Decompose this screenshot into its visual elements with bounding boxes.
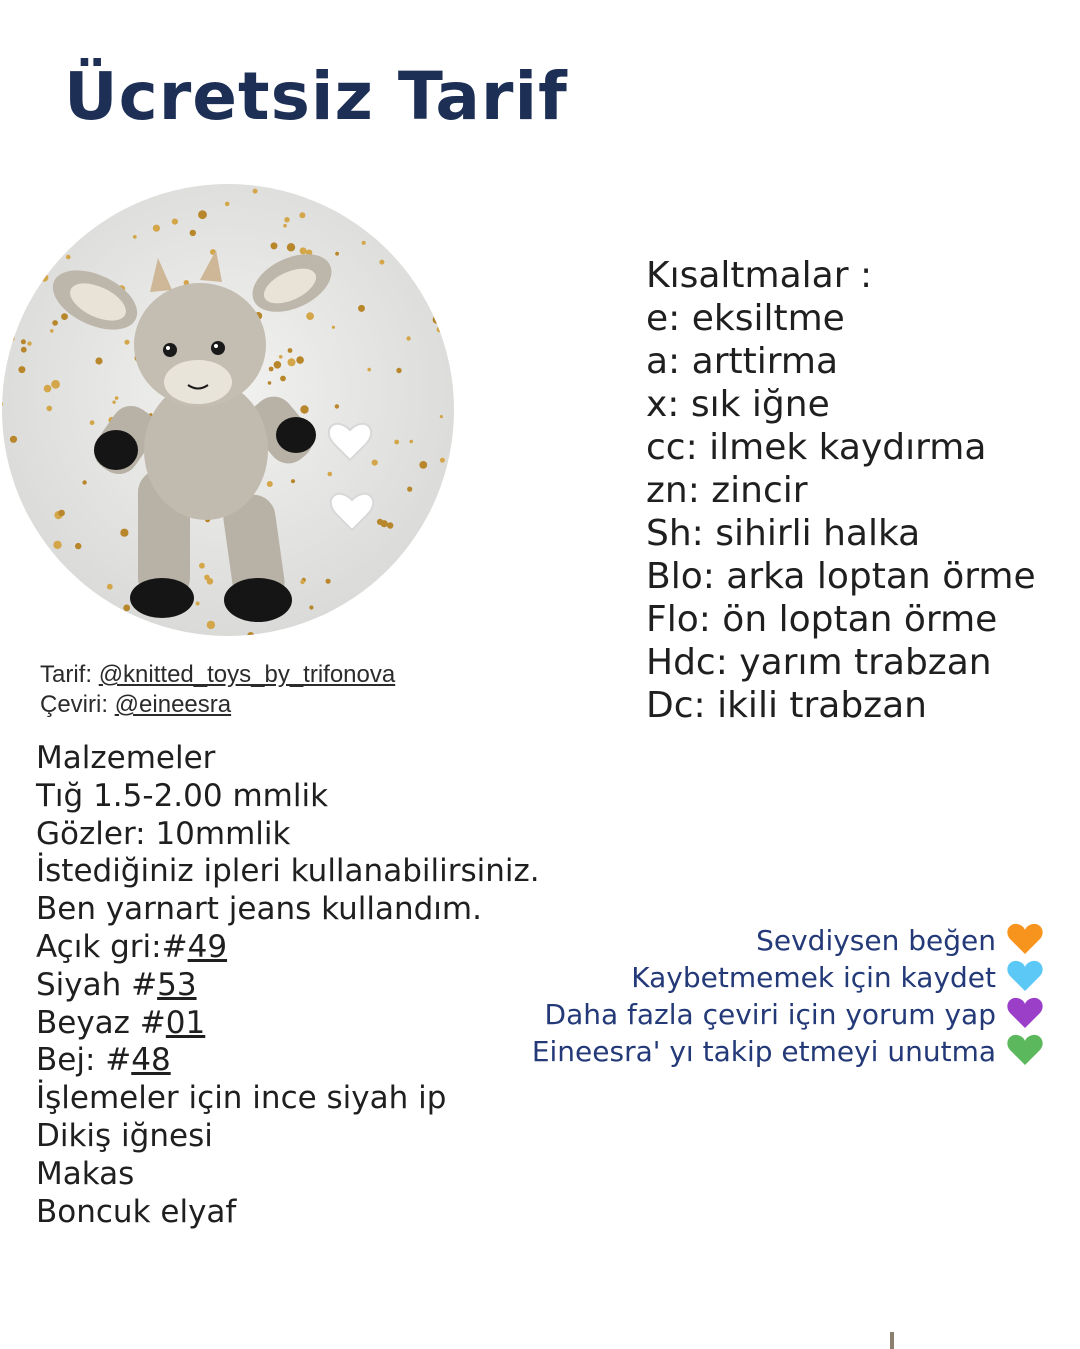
material-item: Boncuk elyaf	[36, 1193, 237, 1230]
abbreviation-item: a: arttirma	[646, 341, 839, 382]
abbreviations-list	[646, 254, 1036, 727]
cta-follow	[532, 1033, 1044, 1070]
purple-heart-icon	[1006, 996, 1044, 1030]
amigurumi-photo	[0, 180, 460, 640]
material-item: İşlemeler için ince siyah ip	[36, 1080, 447, 1117]
amigurumi-goat-image	[0, 180, 460, 640]
abbreviation-item: Sh: sihirli halka	[646, 513, 921, 554]
cta-like	[532, 922, 1044, 959]
pattern-author-link[interactable]: @knitted_toys_by_trifonova	[98, 661, 396, 688]
cta-text: Eineesra' yı takip etmeyi unutma	[531, 1035, 996, 1068]
decorative-mark	[890, 1332, 894, 1349]
material-item: Gözler: 10mmlik	[36, 815, 291, 852]
credits	[40, 660, 395, 720]
abbreviation-item: Flo: ön loptan örme	[646, 599, 998, 640]
material-item: Dikiş iğnesi	[36, 1117, 213, 1154]
material-item: Beyaz #01	[36, 1004, 206, 1041]
color-number: 53	[157, 966, 197, 1003]
material-item: Ben yarnart jeans kullandım.	[36, 891, 482, 928]
cta-text: Daha fazla çeviri için yorum yap	[544, 998, 996, 1031]
material-item: Siyah #53	[36, 966, 197, 1003]
materials-list	[36, 740, 540, 1231]
abbreviation-item: x: sık iğne	[646, 384, 830, 425]
material-item: Bej: #48	[36, 1042, 171, 1079]
material-item: Açık gri:#49	[36, 928, 228, 965]
abbreviation-item: Dc: ikili trabzan	[646, 685, 927, 726]
page-title: Ücretsiz Tarif	[64, 58, 568, 135]
translation-credit	[40, 690, 395, 720]
green-heart-icon	[1006, 1033, 1044, 1067]
orange-heart-icon	[1006, 922, 1044, 956]
color-number: 01	[165, 1004, 206, 1041]
blue-heart-icon	[1006, 959, 1044, 993]
abbreviations-heading: Kısaltmalar :	[646, 255, 873, 296]
pattern-credit	[40, 660, 395, 690]
abbreviation-item: Hdc: yarım trabzan	[646, 642, 992, 683]
abbreviation-item: Blo: arka loptan örme	[646, 556, 1036, 597]
material-item: Makas	[36, 1155, 135, 1192]
materials-heading: Malzemeler	[36, 740, 216, 776]
pattern-credit-label: Tarif:	[40, 661, 99, 688]
cta-text: Kaybetmemek için kaydet	[631, 961, 996, 994]
cta-comment	[532, 996, 1044, 1033]
color-number: 49	[187, 928, 228, 965]
abbreviation-item: e: eksiltme	[646, 298, 845, 339]
material-item: Tığ 1.5-2.00 mmlik	[36, 777, 329, 814]
translation-credit-label: Çeviri:	[40, 691, 115, 718]
cta-save	[532, 959, 1044, 996]
material-item: İstediğiniz ipleri kullanabilirsiniz.	[36, 853, 540, 890]
abbreviation-item: cc: ilmek kaydırma	[646, 427, 987, 468]
call-to-action-list	[532, 922, 1044, 1070]
translator-link[interactable]: @eineesra	[114, 691, 232, 718]
cta-text: Sevdiysen beğen	[756, 924, 996, 957]
color-number: 48	[131, 1042, 171, 1079]
abbreviation-item: zn: zincir	[646, 470, 808, 511]
